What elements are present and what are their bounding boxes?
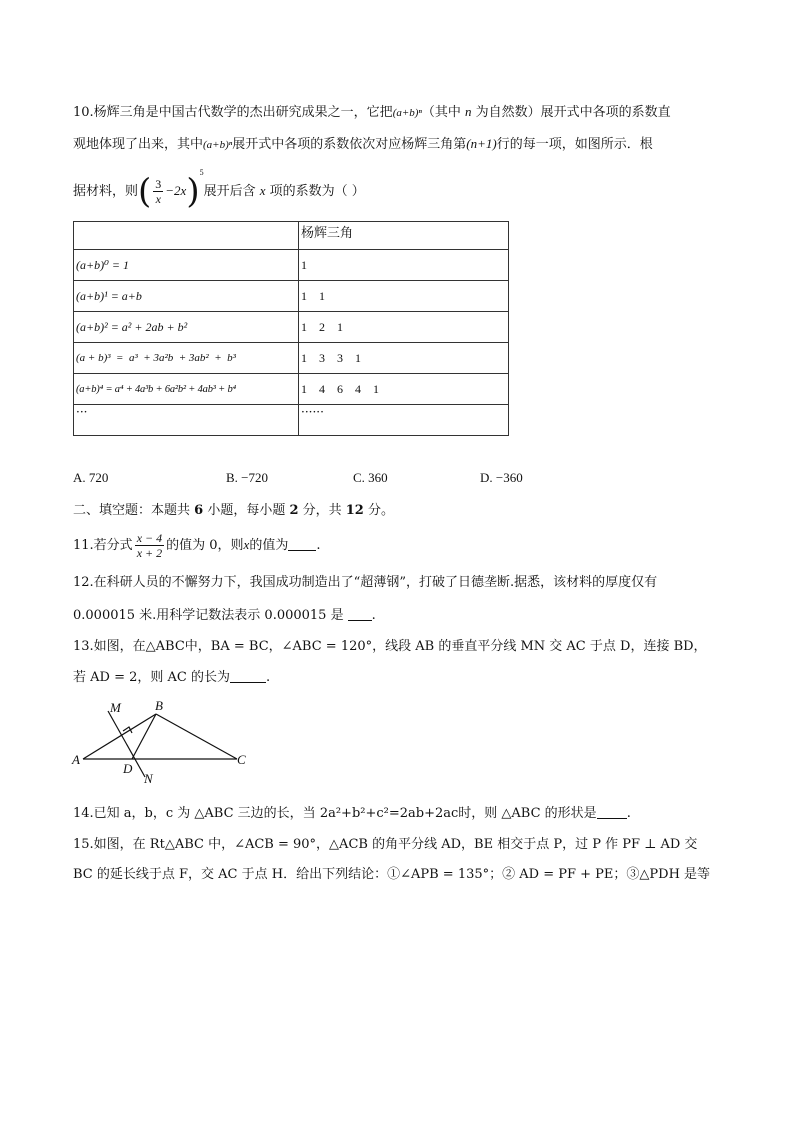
table-row: (a+b)⁰ = 1 1 [74,250,509,281]
option-d: D. −360 [480,470,523,485]
answer-blank [288,536,316,551]
section2-header: 二、填空题：本题共 6 小题，每小题 2 分，共 12 分。 [73,503,394,518]
option-a: A. 720 [73,470,109,485]
triangle-figure [70,697,260,787]
table-row: (a+b)¹ = a+b 1 1 [74,281,509,312]
answer-blank [597,804,627,819]
q15-line2: BC 的延长线于点 F，交 AC 于点 H．给出下列结论：①∠APB = 135°；② AD = PF + PE；③△PDH 是等 [73,867,711,882]
q14: 14.已知 a，b，c 为 △ABC 三边的长，当 2a²+b²+c²=2ab+2ac时，则 △ABC 的形状是 . [73,806,631,821]
table-row: (a+b)² = a² + 2ab + b² 1 2 1 [74,312,509,343]
answer-blank [348,606,372,621]
label-a: A [72,752,80,767]
answer-blank [230,668,266,683]
q10-line3: 据材料，则( $\frac{3}{x}$ −2x)$^5$展开后含 x 项的系数为（ ） [73,168,365,212]
q11: 11.若分式 $\frac{x - 4}{x + 2}$ 的值为 0，则x的值为 . [73,531,321,560]
label-c: C [237,752,246,767]
table-row: (a+b)⁴ = a⁴ + 4a³b + 6a²b² + 4ab³ + b⁴ 1 4 6 4 1 [74,374,509,405]
table-row [74,222,509,250]
segment-bc [156,714,237,759]
option-c: C. 360 [353,470,388,485]
option-b: B. −720 [226,470,269,485]
label-b: B [155,698,163,713]
label-n: N [144,771,153,786]
expr-ab-n: (a+b)ⁿ [392,107,422,119]
q10-line1: 10.杨辉三角是中国古代数学的杰出研究成果之一，它把(a+b)ⁿ（其中 n 为自然数）展开式中各项的系数直 [73,104,671,120]
q12-line1: 12.在科研人员的不懈努力下，我国成功制造出了“超薄钢”，打破了日德垄断.据悉，该材料的厚度仅有 [73,575,658,590]
q10-line2: 观地体现了出来，其中(a+b)ⁿ展开式中各项的系数依次对应杨辉三角第(n+1)行的每一项，如图所示．根 [73,136,653,152]
table-row: ··· ······ [74,405,509,436]
fraction-x-minus-4-over-x-plus-2: $\frac{x - 4}{x + 2}$ [136,531,163,560]
table-row: (a + b)³ = a³ + 3a²b + 3ab² + b³ 1 3 3 1 [74,343,509,374]
yang-hui-triangle-table [73,221,509,436]
q13-line2: 若 AD = 2，则 AC 的长为 . [73,670,271,685]
label-m: M [110,700,121,715]
q13-line1: 13.如图，在△ABC中，BA = BC，∠ABC = 120°，线段 AB 的垂直平分线 MN 交 AC 于点 D，连接 BD， [73,639,707,654]
fraction-3-over-x: $\frac{3}{x}$ [155,177,162,206]
q15-line1: 15.如图，在 Rt△ABC 中，∠ACB = 90°，△ACB 的角平分线 AD，BE 相交于点 P，过 P 作 PF ⊥ AD 交 [73,837,698,852]
table-header: 杨辉三角 [299,222,509,250]
segment-ab [83,714,156,759]
label-d: D [123,761,133,776]
q12-line2: 0.000015 米.用科学记数法表示 0.000015 是 . [73,608,376,623]
